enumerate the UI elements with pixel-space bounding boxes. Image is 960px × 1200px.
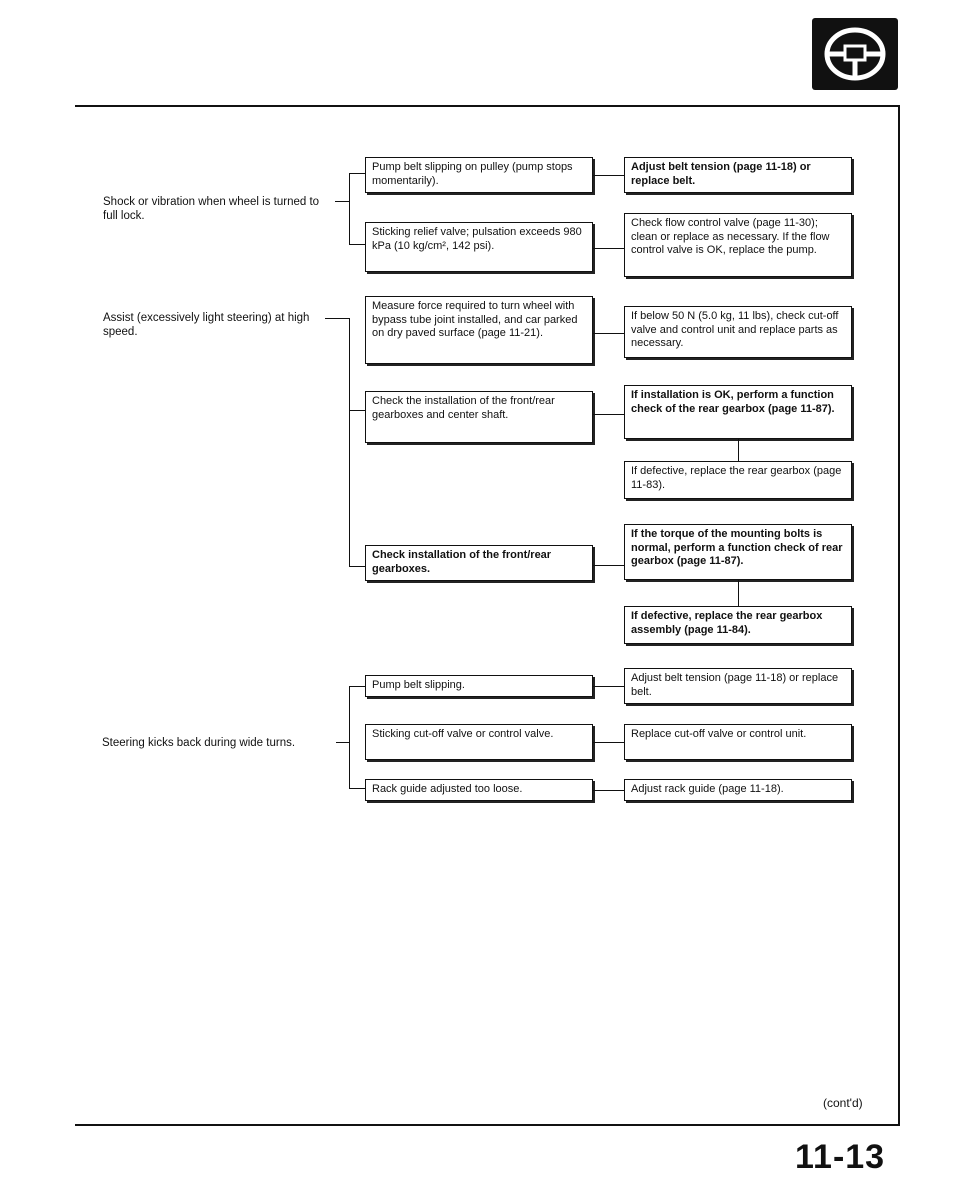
connector xyxy=(738,580,739,606)
cause-box: Sticking cut-off valve or control valve. xyxy=(365,724,593,760)
steering-wheel-icon xyxy=(812,18,898,90)
top-rule xyxy=(75,105,900,107)
connector xyxy=(349,244,365,245)
connector xyxy=(349,686,350,788)
connector xyxy=(349,410,365,411)
cause-box: Measure force required to turn wheel with bypass tube joint installed, and car parked on dry paved surface (page 11-21). xyxy=(365,296,593,364)
remedy-box: If defective, replace the rear gearbox assembly (page 11-84). xyxy=(624,606,852,644)
connector xyxy=(593,686,624,687)
cause-box: Check installation of the front/rear gearboxes. xyxy=(365,545,593,581)
cause-box: Sticking relief valve; pulsation exceeds 980 kPa (10 kg/cm², 142 psi). xyxy=(365,222,593,272)
connector xyxy=(349,566,365,567)
connector xyxy=(325,318,349,319)
remedy-box: If installation is OK, perform a function check of the rear gearbox (page 11-87). xyxy=(624,385,852,439)
remedy-box: If the torque of the mounting bolts is normal, perform a function check of rear gearbox (page 11-87). xyxy=(624,524,852,580)
continued-label: (cont'd) xyxy=(823,1096,863,1110)
cause-box: Pump belt slipping on pulley (pump stops momentarily). xyxy=(365,157,593,193)
cause-box: Pump belt slipping. xyxy=(365,675,593,697)
symptom-assist-light-steering: Assist (excessively light steering) at high speed. xyxy=(103,312,310,338)
connector xyxy=(349,173,350,244)
connector xyxy=(349,686,365,687)
connector xyxy=(593,565,624,566)
connector xyxy=(335,201,350,202)
cause-box: Rack guide adjusted too loose. xyxy=(365,779,593,801)
connector xyxy=(349,318,350,566)
remedy-box: Adjust belt tension (page 11-18) or replace belt. xyxy=(624,668,852,704)
connector xyxy=(593,175,624,176)
connector xyxy=(593,414,624,415)
connector xyxy=(593,248,624,249)
symptom-shock-vibration: Shock or vibration when wheel is turned to full lock. xyxy=(103,196,320,222)
connector xyxy=(349,788,365,789)
connector xyxy=(593,790,624,791)
remedy-box: Adjust belt tension (page 11-18) or replace belt. xyxy=(624,157,852,193)
remedy-box: Adjust rack guide (page 11-18). xyxy=(624,779,852,801)
connector xyxy=(349,173,365,174)
connector xyxy=(593,742,624,743)
connector xyxy=(738,439,739,461)
remedy-box: Check flow control valve (page 11-30); clean or replace as necessary. If the flow control valve is OK, replace the pump. xyxy=(624,213,852,277)
page-number: 11-13 xyxy=(795,1138,886,1176)
right-border xyxy=(898,105,900,1125)
remedy-box: Replace cut-off valve or control unit. xyxy=(624,724,852,760)
bottom-rule xyxy=(75,1124,900,1126)
remedy-box: If below 50 N (5.0 kg, 11 lbs), check cut-off valve and control unit and replace parts as necessary. xyxy=(624,306,852,358)
cause-box: Check the installation of the front/rear gearboxes and center shaft. xyxy=(365,391,593,443)
connector xyxy=(593,333,624,334)
remedy-box: If defective, replace the rear gearbox (page 11-83). xyxy=(624,461,852,499)
connector xyxy=(336,742,350,743)
symptom-steering-kicks-back: Steering kicks back during wide turns. xyxy=(102,737,296,749)
